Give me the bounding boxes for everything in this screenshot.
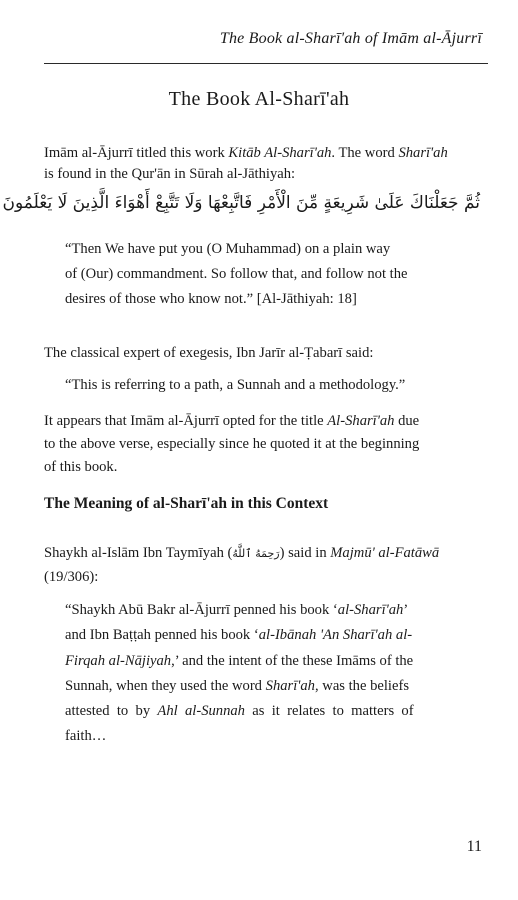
appears-title: Al-Sharī'ah <box>327 413 395 429</box>
appears-text: It appears that Imām al-Ājurrī opted for the title <box>44 413 328 429</box>
quote-text: ,’ and the intent of the these Imāms of the <box>171 653 414 669</box>
quote-line-6: faith… <box>65 728 107 744</box>
intro-line-2: is found in the Qur'ān in Sūrah al-Jāthiyah: <box>44 166 296 182</box>
honorific-glyph: رَحِمَهُ ٱللَّهُ <box>232 547 280 560</box>
taymiyah-text: ) said in <box>279 545 331 561</box>
chapter-title: The Book Al-Sharī'ah <box>168 88 350 110</box>
quote-text: and Ibn Baṭṭah penned his book ‘ <box>65 627 259 643</box>
quote-text: , was the beliefs <box>314 678 410 694</box>
tabari-quote: “This is referring to a path, a Sunnah and a methodology.” <box>65 377 406 393</box>
quote-text: as it relates to matters of <box>244 703 414 719</box>
quote-line-1 <box>65 600 408 621</box>
quote-book-title: al-Ibānah 'An Sharī'ah al- <box>258 627 413 643</box>
intro-term: Sharī'ah <box>398 145 448 161</box>
header-rule <box>44 63 488 64</box>
translation-line-2: of (Our) commandment. So follow that, and follow not the <box>65 266 408 282</box>
translation-line-1: “Then We have put you (O Muhammad) on a plain way <box>65 241 391 257</box>
running-header: The Book al-Sharī'ah of Imām al-Ājurrī <box>219 30 482 47</box>
section-heading: The Meaning of al-Sharī'ah in this Context <box>44 495 329 512</box>
taymiyah-line-1 <box>44 543 439 564</box>
taymiyah-source: Majmū' al-Fatāwā <box>330 545 440 561</box>
quote-line-5 <box>65 701 414 722</box>
translation-line-3: desires of those who know not.” [Al-Jāthiyah: 18] <box>65 291 357 307</box>
intro-text: . The word <box>331 145 399 161</box>
appears-line-3: of this book. <box>44 459 118 475</box>
taymiyah-line-2: (19/306): <box>44 569 99 585</box>
tabari-intro: The classical expert of exegesis, Ibn Jarīr al-Ṭabarī said: <box>44 345 374 361</box>
appears-line-1 <box>44 411 419 432</box>
quote-line-4 <box>65 676 409 697</box>
quote-text: attested to by <box>65 703 158 719</box>
taymiyah-text: Shaykh al-Islām Ibn Taymīyah ( <box>44 545 233 561</box>
quote-text: Sunnah, when they used the word <box>65 678 266 694</box>
intro-line-1 <box>44 143 448 164</box>
appears-text: due <box>394 413 420 429</box>
appears-line-2: to the above verse, especially since he quoted it at the beginning <box>44 436 420 452</box>
intro-book-title: Kitāb Al-Sharī'ah <box>228 145 332 161</box>
arabic-verse: ثُمَّ جَعَلْنَاكَ عَلَىٰ شَرِيعَةٍ مِّنَ الْأَمْرِ فَاتَّبِعْهَا وَلَا تَتَّبِعْ أَهْوَاءَ الَّذِينَ لَا يَعْلَمُونَ <box>2 193 480 213</box>
intro-text: Imām al-Ājurrī titled this work <box>44 145 229 161</box>
quote-term: Ahl al-Sunnah <box>157 703 245 719</box>
page-number: 11 <box>466 838 482 855</box>
quote-line-3 <box>65 651 413 672</box>
quote-line-2 <box>65 625 412 646</box>
quote-book-title: al-Sharī'ah <box>337 602 404 618</box>
quote-text: “Shaykh Abū Bakr al-Ājurrī penned his book ‘ <box>65 602 338 618</box>
quote-text: ’ <box>403 602 409 618</box>
quote-term: Sharī'ah <box>265 678 315 694</box>
quote-book-title: Firqah al-Nājiyah <box>65 653 172 669</box>
